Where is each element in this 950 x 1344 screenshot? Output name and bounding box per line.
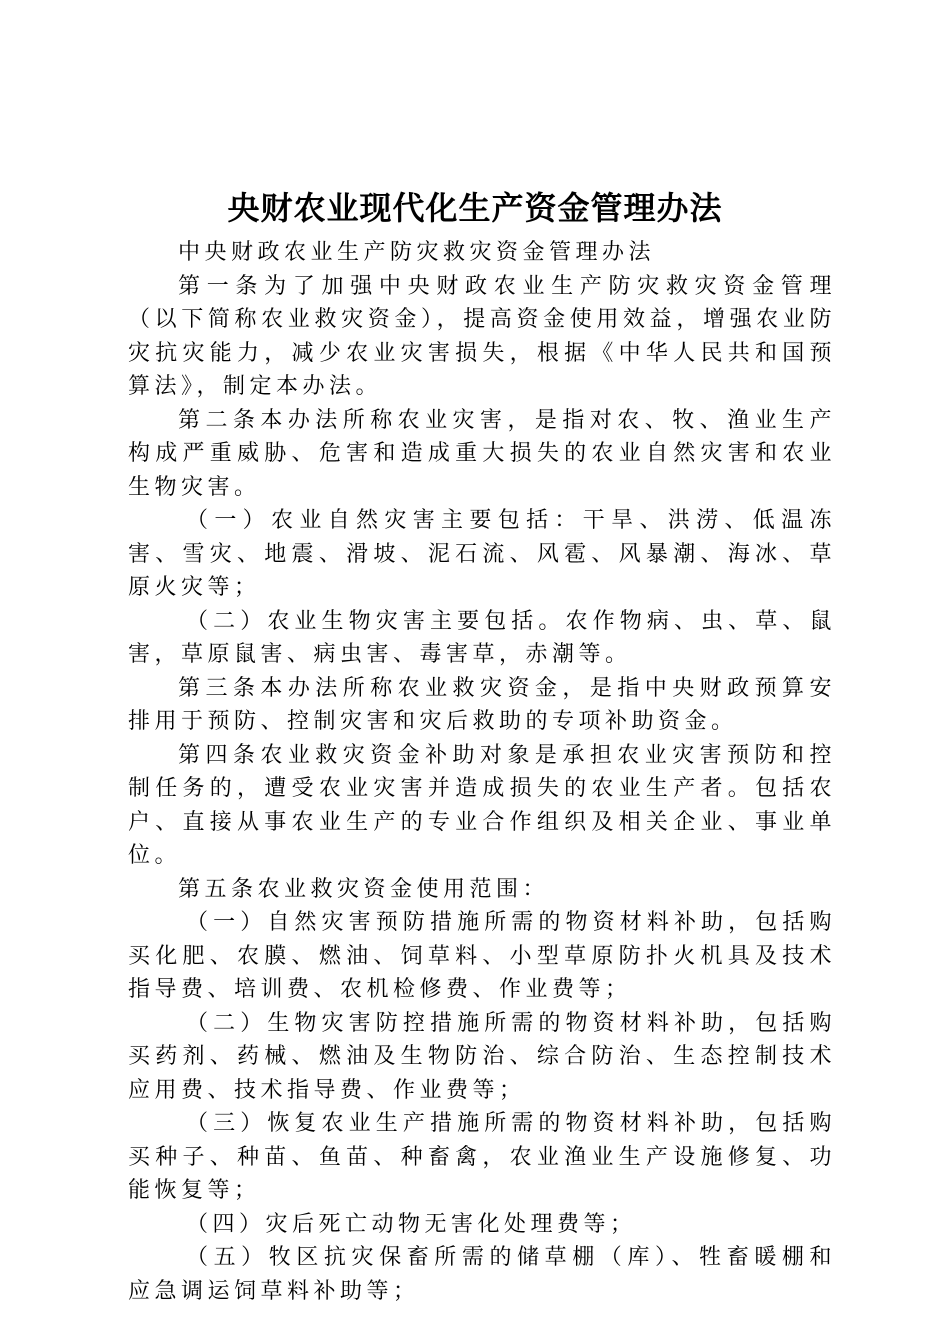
article-4: 第四条农业救灾资金补助对象是承担农业灾害预防和控制任务的，遭受农业灾害并造成损失的农业生产者。包括农户、直接从事农业生产的专业合作组织及相关企业、事业单位。 <box>128 742 836 868</box>
article-5-item-3: （三）恢复农业生产措施所需的物资材料补助，包括购买种子、种苗、鱼苗、种畜禽，农业渔业生产设施修复、功能恢复等； <box>128 1111 836 1203</box>
article-5-item-2: （二）生物灾害防控措施所需的物资材料补助，包括购买药剂、药械、燃油及生物防治、综合防治、生态控制技术应用费、技术指导费、作业费等； <box>128 1010 836 1103</box>
document-subtitle: 中央财政农业生产防灾救灾资金管理办法 <box>178 240 656 265</box>
article-2: 第二条本办法所称农业灾害，是指对农、牧、渔业生产构成严重威胁、危害和造成重大损失的农业自然灾害和农业生物灾害。 <box>128 407 836 500</box>
article-5: 第五条农业救灾资金使用范围： <box>178 876 550 902</box>
article-5-item-5: （五）牧区抗灾保畜所需的储草棚（库）、牲畜暖棚和应急调运饲草料补助等； <box>128 1245 836 1304</box>
article-2-item-2: （二）农业生物灾害主要包括。农作物病、虫、草、鼠害，草原鼠害、病虫害、毒害草，赤潮等。 <box>128 608 836 667</box>
article-5-item-1: （一）自然灾害预防措施所需的物资材料补助，包括购买化肥、农膜、燃油、饲草料、小型草原防扑火机具及技术指导费、培训费、农机检修费、作业费等； <box>128 910 836 1002</box>
article-3: 第三条本办法所称农业救灾资金，是指中央财政预算安排用于预防、控制灾害和灾后救助的专项补助资金。 <box>128 675 836 734</box>
article-2-item-1: （一）农业自然灾害主要包括：干旱、洪涝、低温冻害、雪灾、地震、滑坡、泥石流、风雹、风暴潮、海冰、草原火灾等； <box>128 508 836 600</box>
article-5-item-4: （四）灾后死亡动物无害化处理费等； <box>186 1211 637 1237</box>
document-body <box>128 236 836 1308</box>
document-title: 央财农业现代化生产资金管理办法 <box>227 189 723 227</box>
article-1: 第一条为了加强中央财政农业生产防灾救灾资金管理（以下简称农业救灾资金），提高资金使用效益，增强农业防灾抗灾能力，减少农业灾害损失，根据《中华人民共和国预算法》，制定本办法。 <box>128 273 836 399</box>
